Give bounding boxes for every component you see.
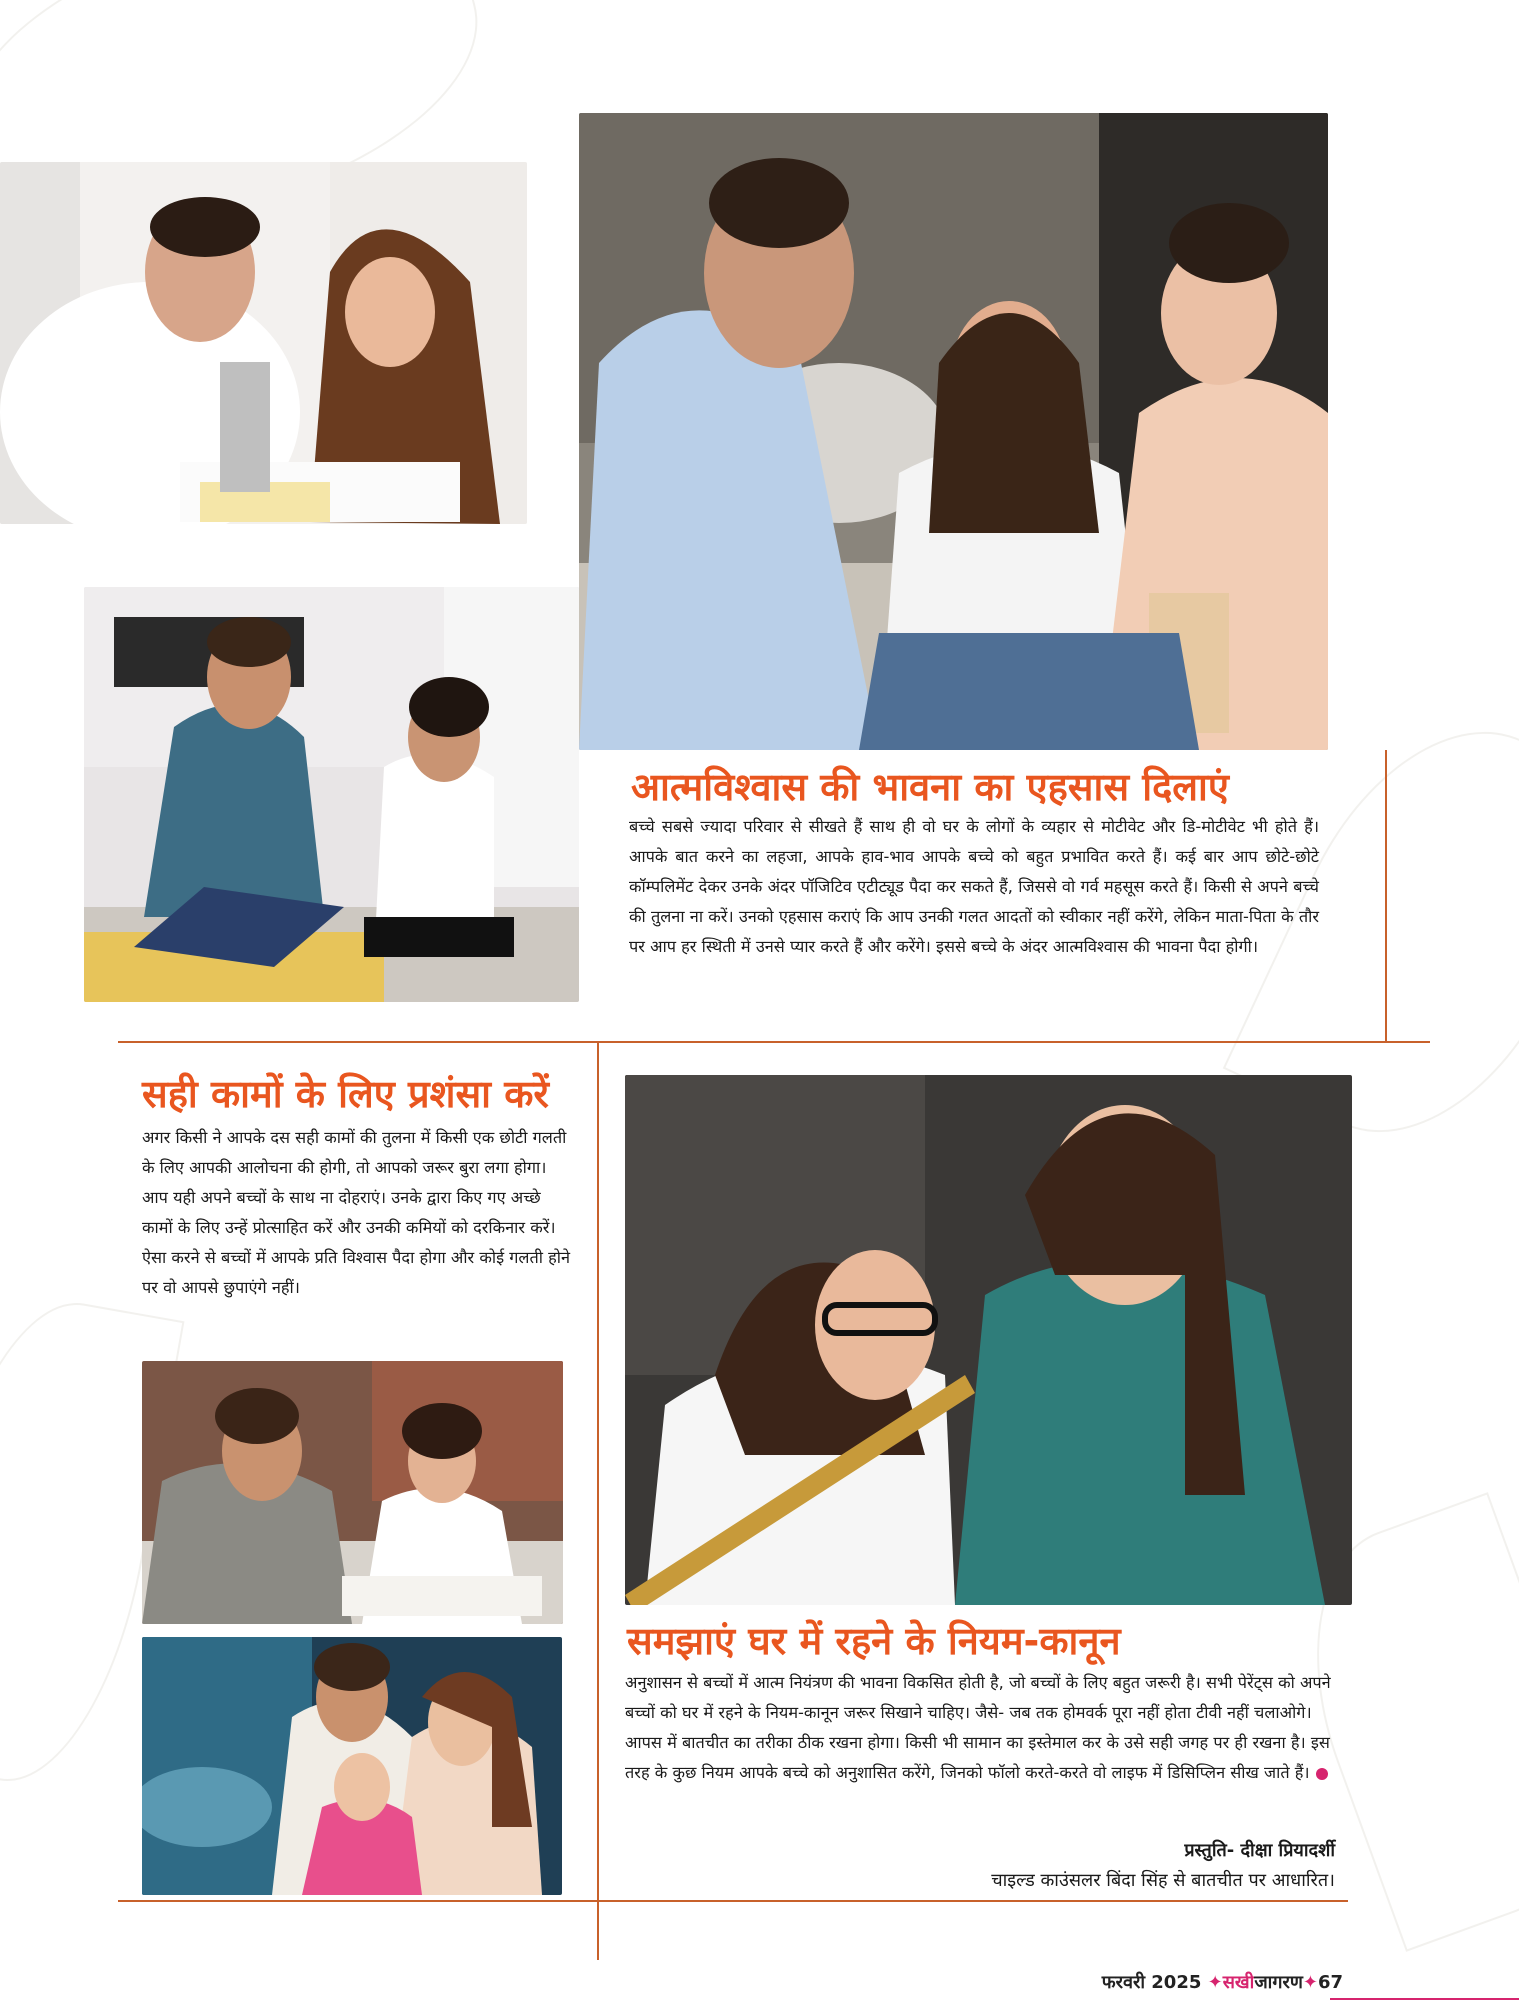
page-footer	[1102, 1970, 1343, 1994]
bottom-divider-line	[118, 1900, 1348, 1902]
bottom-divider-tick	[597, 1900, 599, 1960]
credit-presented-by-text: प्रस्तुति- दीक्षा प्रियादर्शी	[1184, 1840, 1335, 1861]
credit-source: चाइल्ड काउंसलर बिंदा सिंह से बातचीत पर आधारित।	[991, 1870, 1335, 1891]
section-heading-praise: सही कामों के लिए प्रशंसा करें	[142, 1072, 549, 1116]
section-body-confidence: बच्चे सबसे ज्यादा परिवार से सीखते हैं साथ ही वो घर के लोगों के व्यहार से मोटीवेट और डि-मोटीवेट भी होते हैं। आपके बात करने का लहजा, आपके हाव-भाव आपके बच्चे को बहुत प्रभावित करते हैं। कई बार आप छोटे-छोटे कॉम्पलिमेंट देकर उनके अंदर पॉजिटिव एटीट्यूड पैदा कर सकते हैं, जिससे वो गर्व महसूस करते हैं। किसी से अपने बच्चे की तुलना ना करें। उनको एहसास कराएं कि आप उनकी गलत आदतों को स्वीकार नहीं करेंगे, लेकिन माता-पिता के तौर पर आप हर स्थिती में उनसे प्यार करते हैं और करेंगे। इससे बच्चे के अंदर आत्मविश्वास की भावना पैदा होगी।	[629, 817, 1319, 956]
photo-father-son-sitting	[84, 587, 579, 1002]
section-divider-line	[118, 1041, 1430, 1043]
section-body-house-rules-text: अनुशासन से बच्चों में आत्म नियंत्रण की भावना विकसित होती है, जो बच्चों के लिए बहुत जरूरी है। सभी पेरेंट्स को अपने बच्चों को घर में रहने के नियम-कानून जरूर सिखाने चाहिए। जैसे- जब तक होमवर्क पूरा नहीं होता टीवी नहीं चलाओगे। आपस में बातचीत का तरीका ठीक रखना होगा। किसी भी सामान का इस्तेमाल कर के उसे सही जगह पर ही रखना है। इस तरह के कुछ नियम आपके बच्चे को अनुशासित करेंगे, जिनको फॉलो करते-करते वो लाइफ में डिसिप्लिन सीख जाते हैं।	[625, 1673, 1331, 1782]
footer-magazine-prefix: सखी	[1222, 1972, 1255, 1993]
footer-month-year: फरवरी 2025	[1101, 1972, 1202, 1993]
star-icon: ✦	[1207, 1972, 1223, 1993]
section-heading-confidence: आत्मविश्वास की भावना का एहसास दिलाएं	[631, 765, 1229, 809]
section-side-rule	[1385, 750, 1387, 1041]
footer-page-number: 67	[1317, 1972, 1343, 1993]
photo-mother-daughter-flute	[625, 1075, 1352, 1605]
section-body-praise: अगर किसी ने आपके दस सही कामों की तुलना में किसी एक छोटी गलती के लिए आपकी आलोचना की होगी, तो आपको जरूर बुरा लगा होगा। आप यही अपने बच्चों के साथ ना दोहराएं। उनके द्वारा किए गए अच्छे कामों के लिए उन्हें प्रोत्साहित करें और उनकी कमियों को दरकिनार करें। ऐसा करने से बच्चों में आपके प्रति विश्वास पैदा होगा और कोई गलती होने पर वो आपसे छुपाएंगे नहीं।	[142, 1128, 571, 1297]
footer-magazine-suffix: जागरण	[1254, 1972, 1303, 1993]
photo-father-daughter-studying	[142, 1361, 563, 1624]
photo-father-daughter-painting	[0, 162, 527, 524]
credit-presented-by	[1184, 1838, 1335, 1862]
column-divider-line	[597, 1041, 599, 1901]
end-of-article-dot-icon	[1316, 1768, 1328, 1780]
section-heading-house-rules: समझाएं घर में रहने के नियम-कानून	[627, 1619, 1121, 1663]
photo-family-at-aquarium	[142, 1637, 562, 1895]
section-body-house-rules	[625, 1668, 1340, 1788]
star-icon: ✦	[1302, 1972, 1318, 1993]
footer-accent-line	[1330, 1998, 1519, 2000]
photo-family-playing-jenga	[579, 113, 1328, 750]
